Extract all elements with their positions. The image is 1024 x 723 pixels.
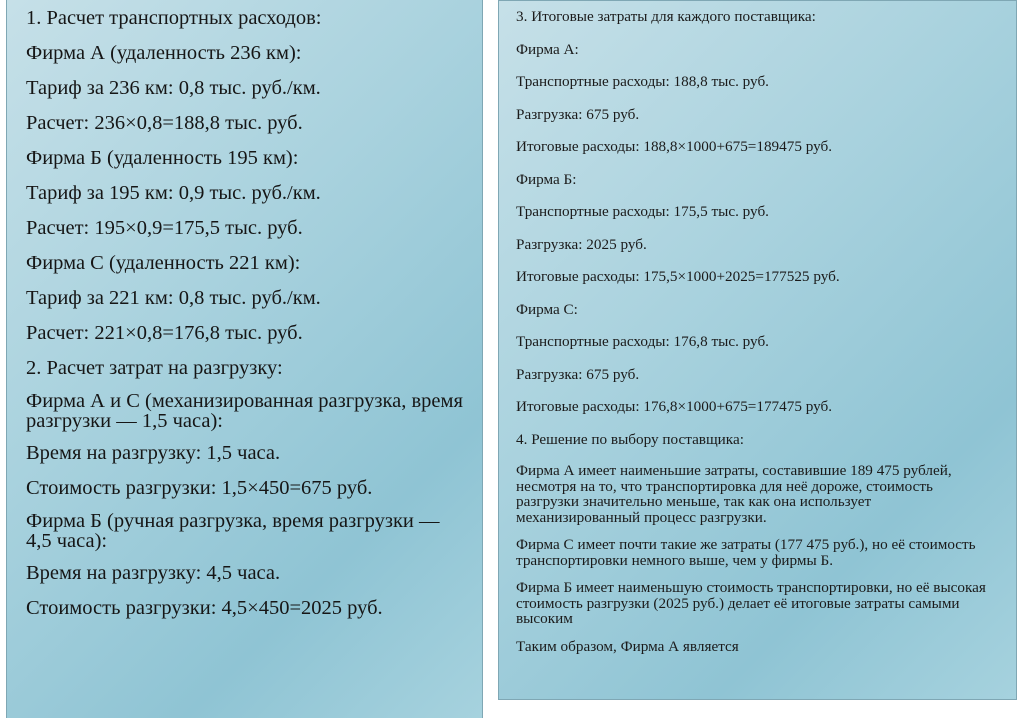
firm-c-calculation: Расчет: 221×0,8=176,8 тыс. руб. — [26, 322, 303, 344]
firm-a-distance: Фирма А (удаленность 236 км): — [26, 42, 302, 64]
firm-c-distance: Фирма С (удаленность 221 км): — [26, 252, 301, 274]
conclusion: Таким образом, Фирма А является — [516, 637, 739, 655]
right-panel — [498, 0, 1017, 700]
section-2-heading: 2. Расчет затрат на разгрузку: — [26, 357, 283, 379]
firms-a-c-unloading: Фирма А и С (механизированная разгрузка, время разгрузки — 1,5 часа): — [26, 390, 463, 432]
firm-b-tariff: Тариф за 195 км: 0,9 тыс. руб./км. — [26, 182, 321, 204]
section-4-heading: 4. Решение по выбору поставщика: — [516, 430, 744, 448]
firm-a-transport: Транспортные расходы: 188,8 тыс. руб. — [516, 73, 769, 90]
section-1-heading: 1. Расчет транспортных расходов: — [26, 7, 322, 29]
firms-a-c-unloading-cost: Стоимость разгрузки: 1,5×450=675 руб. — [26, 477, 373, 499]
firm-a-tariff: Тариф за 236 км: 0,8 тыс. руб./км. — [26, 77, 321, 99]
left-panel — [6, 0, 483, 718]
firm-a-total: Итоговые расходы: 188,8×1000+675=189475 руб. — [516, 138, 833, 155]
firm-a-label: Фирма А: — [516, 40, 579, 58]
firm-a-calculation: Расчет: 236×0,8=188,8 тыс. руб. — [26, 112, 303, 134]
firm-b-unloading-time: Время на разгрузку: 4,5 часа. — [26, 562, 281, 584]
firm-c-label: Фирма С: — [516, 300, 578, 318]
section-3-heading: 3. Итоговые затраты для каждого поставщика: — [516, 8, 816, 25]
firm-c-unloading: Разгрузка: 675 руб. — [516, 365, 640, 383]
firm-b-label: Фирма Б: — [516, 170, 577, 188]
firm-b-unloading: Разгрузка: 2025 руб. — [516, 235, 647, 253]
firm-a-unloading: Разгрузка: 675 руб. — [516, 105, 640, 123]
firm-c-tariff: Тариф за 221 км: 0,8 тыс. руб./км. — [26, 287, 321, 309]
decision-firm-a: Фирма А имеет наименьшие затраты, составившие 189 475 рублей, несмотря на то, что транспортировка для неё дороже, стоимость разгрузки значительно меньше, так как она использует механизированный процесс разгрузки. — [516, 462, 952, 526]
firm-b-unloading-cost: Стоимость разгрузки: 4,5×450=2025 руб. — [26, 597, 383, 619]
decision-firm-c: Фирма С имеет почти такие же затраты (177 475 руб.), но её стоимость транспортировки немного выше, чем у фирмы Б. — [516, 536, 976, 569]
firms-a-c-unloading-time: Время на разгрузку: 1,5 часа. — [26, 442, 281, 464]
firm-c-transport: Транспортные расходы: 176,8 тыс. руб. — [516, 333, 769, 350]
firm-b-total: Итоговые расходы: 175,5×1000+2025=177525 руб. — [516, 268, 840, 285]
firm-b-transport: Транспортные расходы: 175,5 тыс. руб. — [516, 203, 769, 220]
decision-firm-b: Фирма Б имеет наименьшую стоимость транспортировки, но её высокая стоимость разгрузки (2025 руб.) делает её итоговые затраты самыми высоким — [516, 579, 986, 627]
firm-c-total: Итоговые расходы: 176,8×1000+675=177475 руб. — [516, 398, 833, 415]
firm-b-unloading: Фирма Б (ручная разгрузка, время разгрузки — 4,5 часа): — [26, 510, 440, 552]
firm-b-distance: Фирма Б (удаленность 195 км): — [26, 147, 299, 169]
firm-b-calculation: Расчет: 195×0,9=175,5 тыс. руб. — [26, 217, 303, 239]
